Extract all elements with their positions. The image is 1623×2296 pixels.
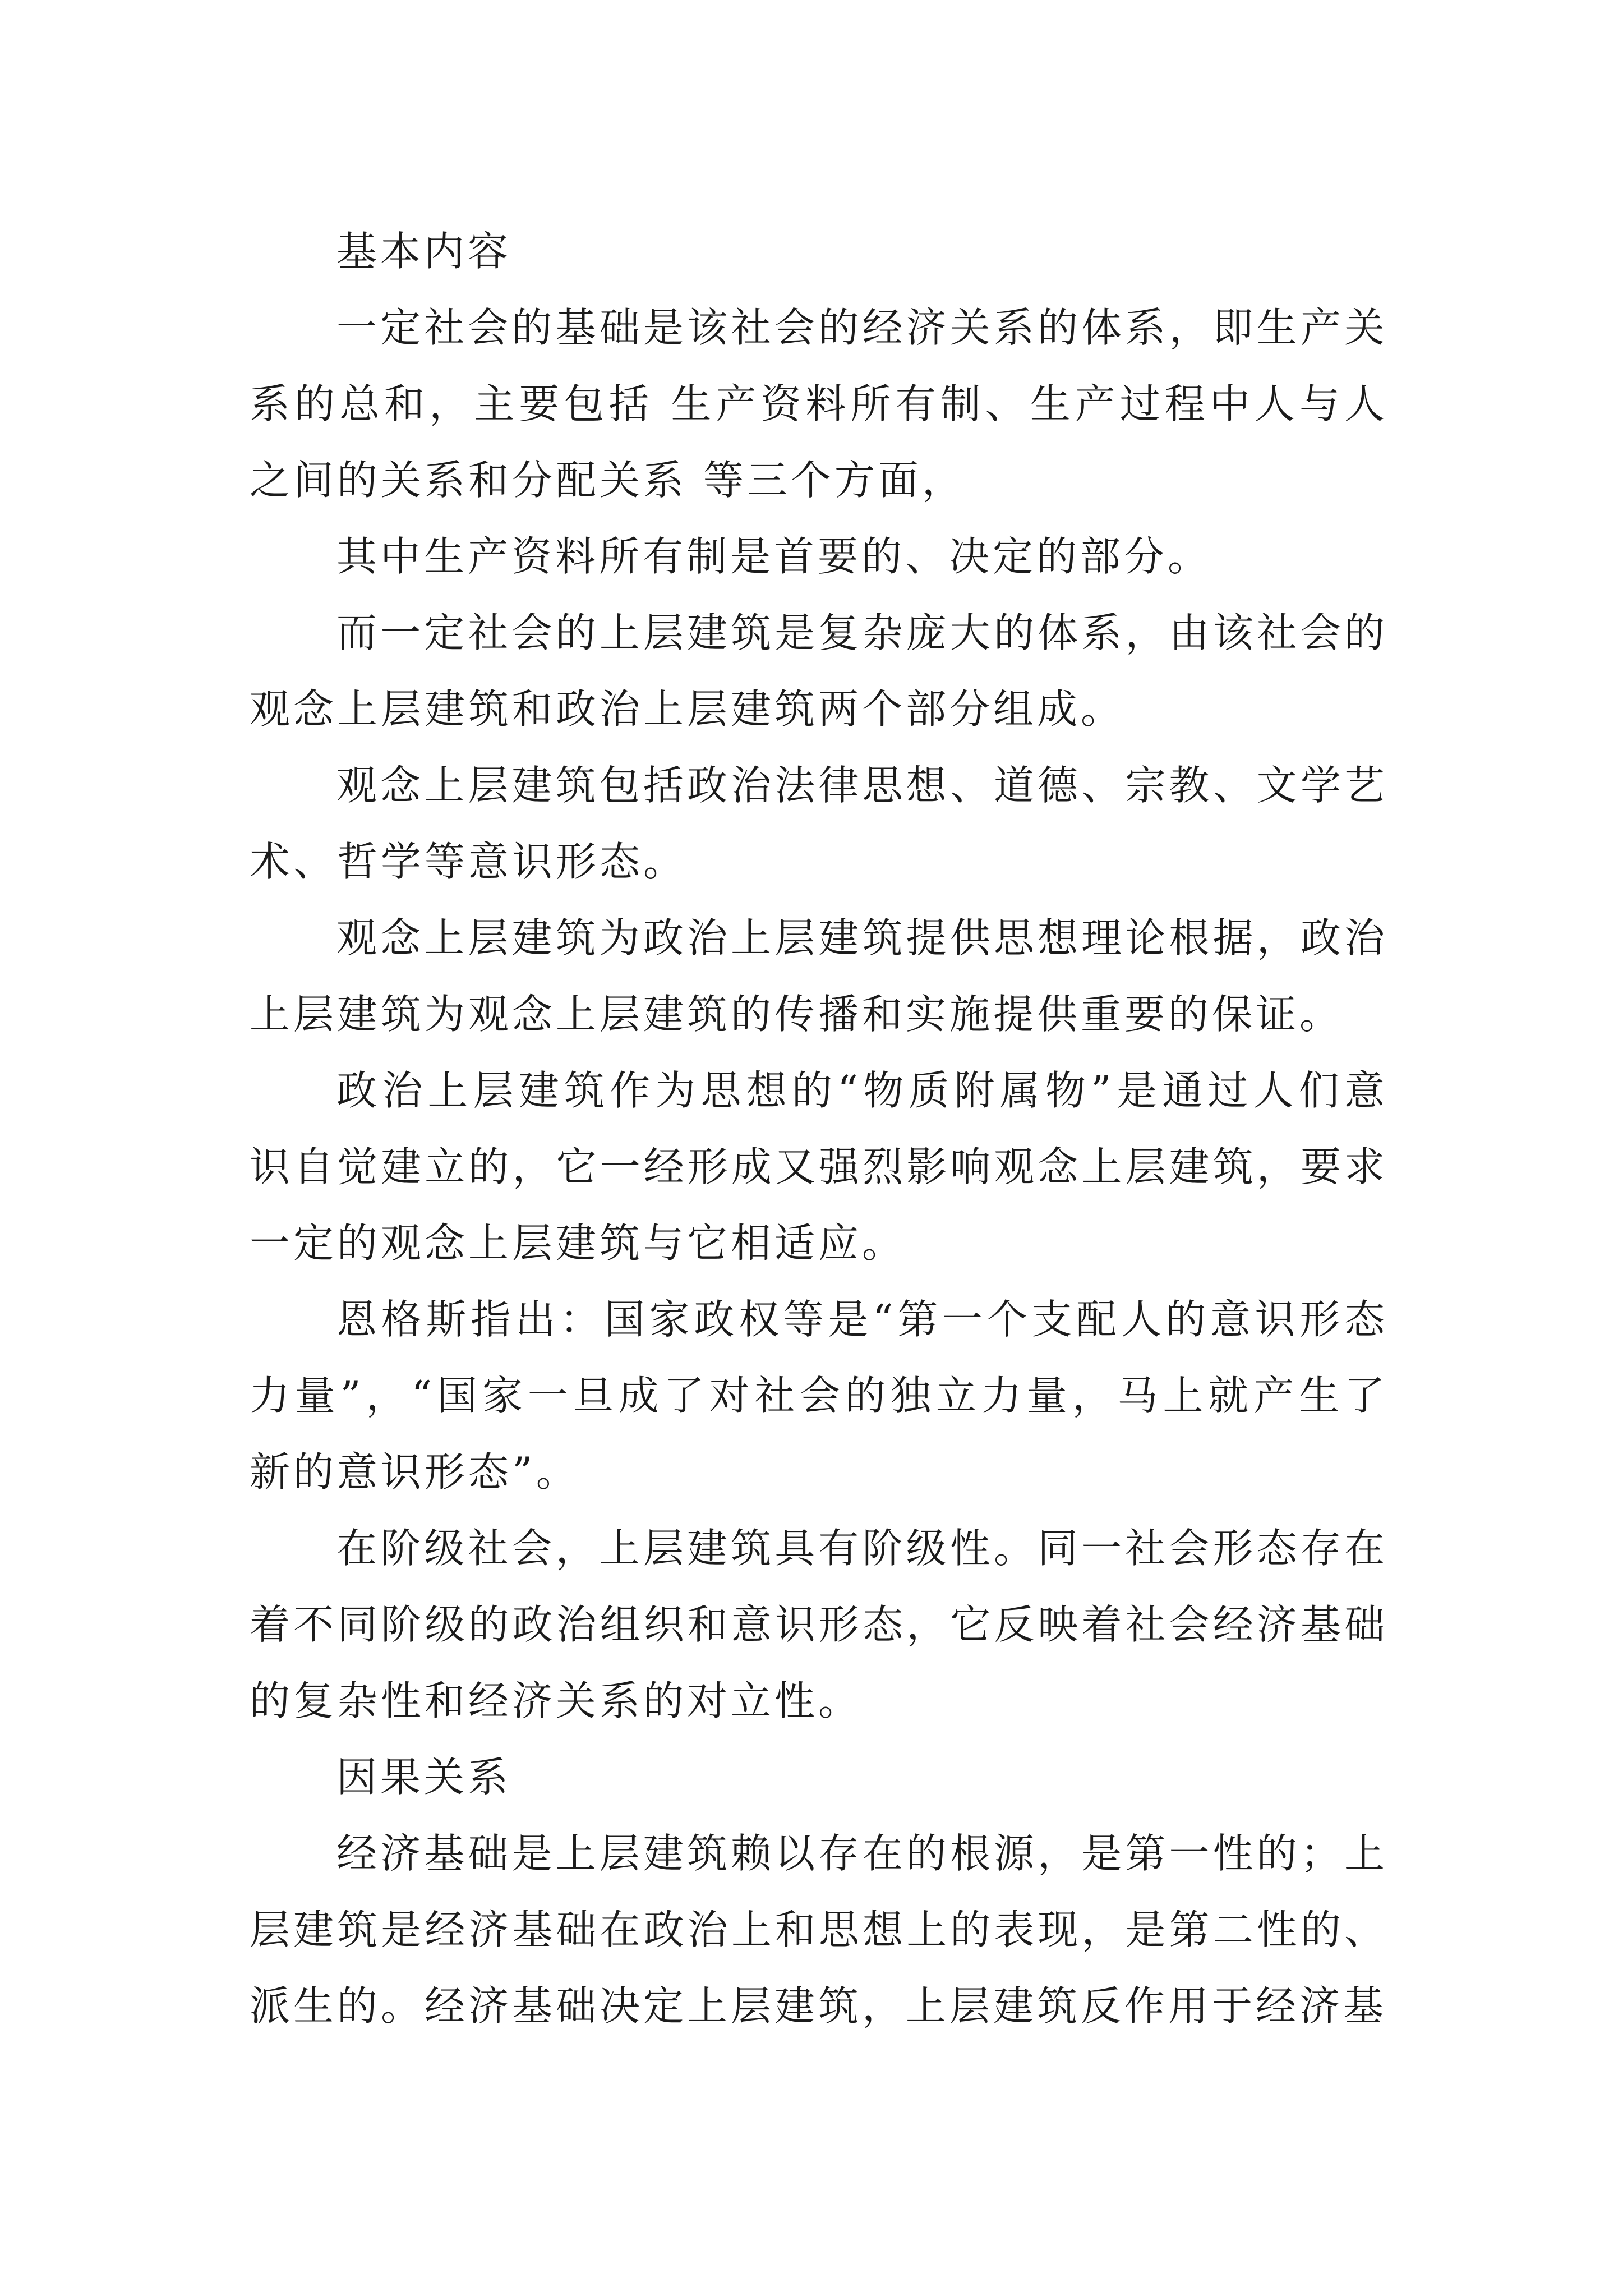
paragraph-class-nature: 在阶级社会，上层建筑具有阶级性。同一社会形态存在着不同阶级的政治组织和意识形态，它反映着社会经济基础的复杂性和经济关系的对立性。: [250, 1525, 1388, 1724]
document-body: [250, 213, 1388, 2044]
paragraph-causal-relation: 经济基础是上层建筑赖以存在的根源，是第一性的；上层建筑是经济基础在政治上和思想上的表现，是第二性的、派生的。经济基础决定上层建筑，上层建筑反作用于经济基: [250, 1830, 1388, 2030]
paragraph-ownership: 其中生产资料所有制是首要的、决定的部分。: [336, 533, 1212, 580]
paragraph-engels-quote: 恩格斯指出：国家政权等是“第一个支配人的意识形态力量”，“国家一旦成了对社会的独立力量，马上就产生了新的意识形态”。: [250, 1296, 1388, 1496]
section-heading-basic-content: 基本内容: [336, 228, 512, 275]
paragraph-political-superstructure: 政治上层建筑作为思想的“物质附属物”是通过人们意识自觉建立的，它一经形成又强烈影响观念上层建筑，要求一定的观念上层建筑与它相适应。: [250, 1067, 1388, 1267]
paragraph-superstructure: 而一定社会的上层建筑是复杂庞大的体系，由该社会的观念上层建筑和政治上层建筑两个部分组成。: [250, 609, 1388, 733]
paragraph-ideological-superstructure: 观念上层建筑包括政治法律思想、道德、宗教、文学艺术、哲学等意识形态。: [250, 762, 1388, 885]
paragraph-economic-base: 一定社会的基础是该社会的经济关系的体系，即生产关系的总和，主要包括 生产资料所有制、生产过程中人与人之间的关系和分配关系 等三个方面，: [250, 304, 1388, 504]
section-heading-causal-relation: 因果关系: [336, 1754, 512, 1801]
paragraph-ideological-political-relation: 观念上层建筑为政治上层建筑提供思想理论根据，政治上层建筑为观念上层建筑的传播和实施提供重要的保证。: [250, 914, 1388, 1038]
